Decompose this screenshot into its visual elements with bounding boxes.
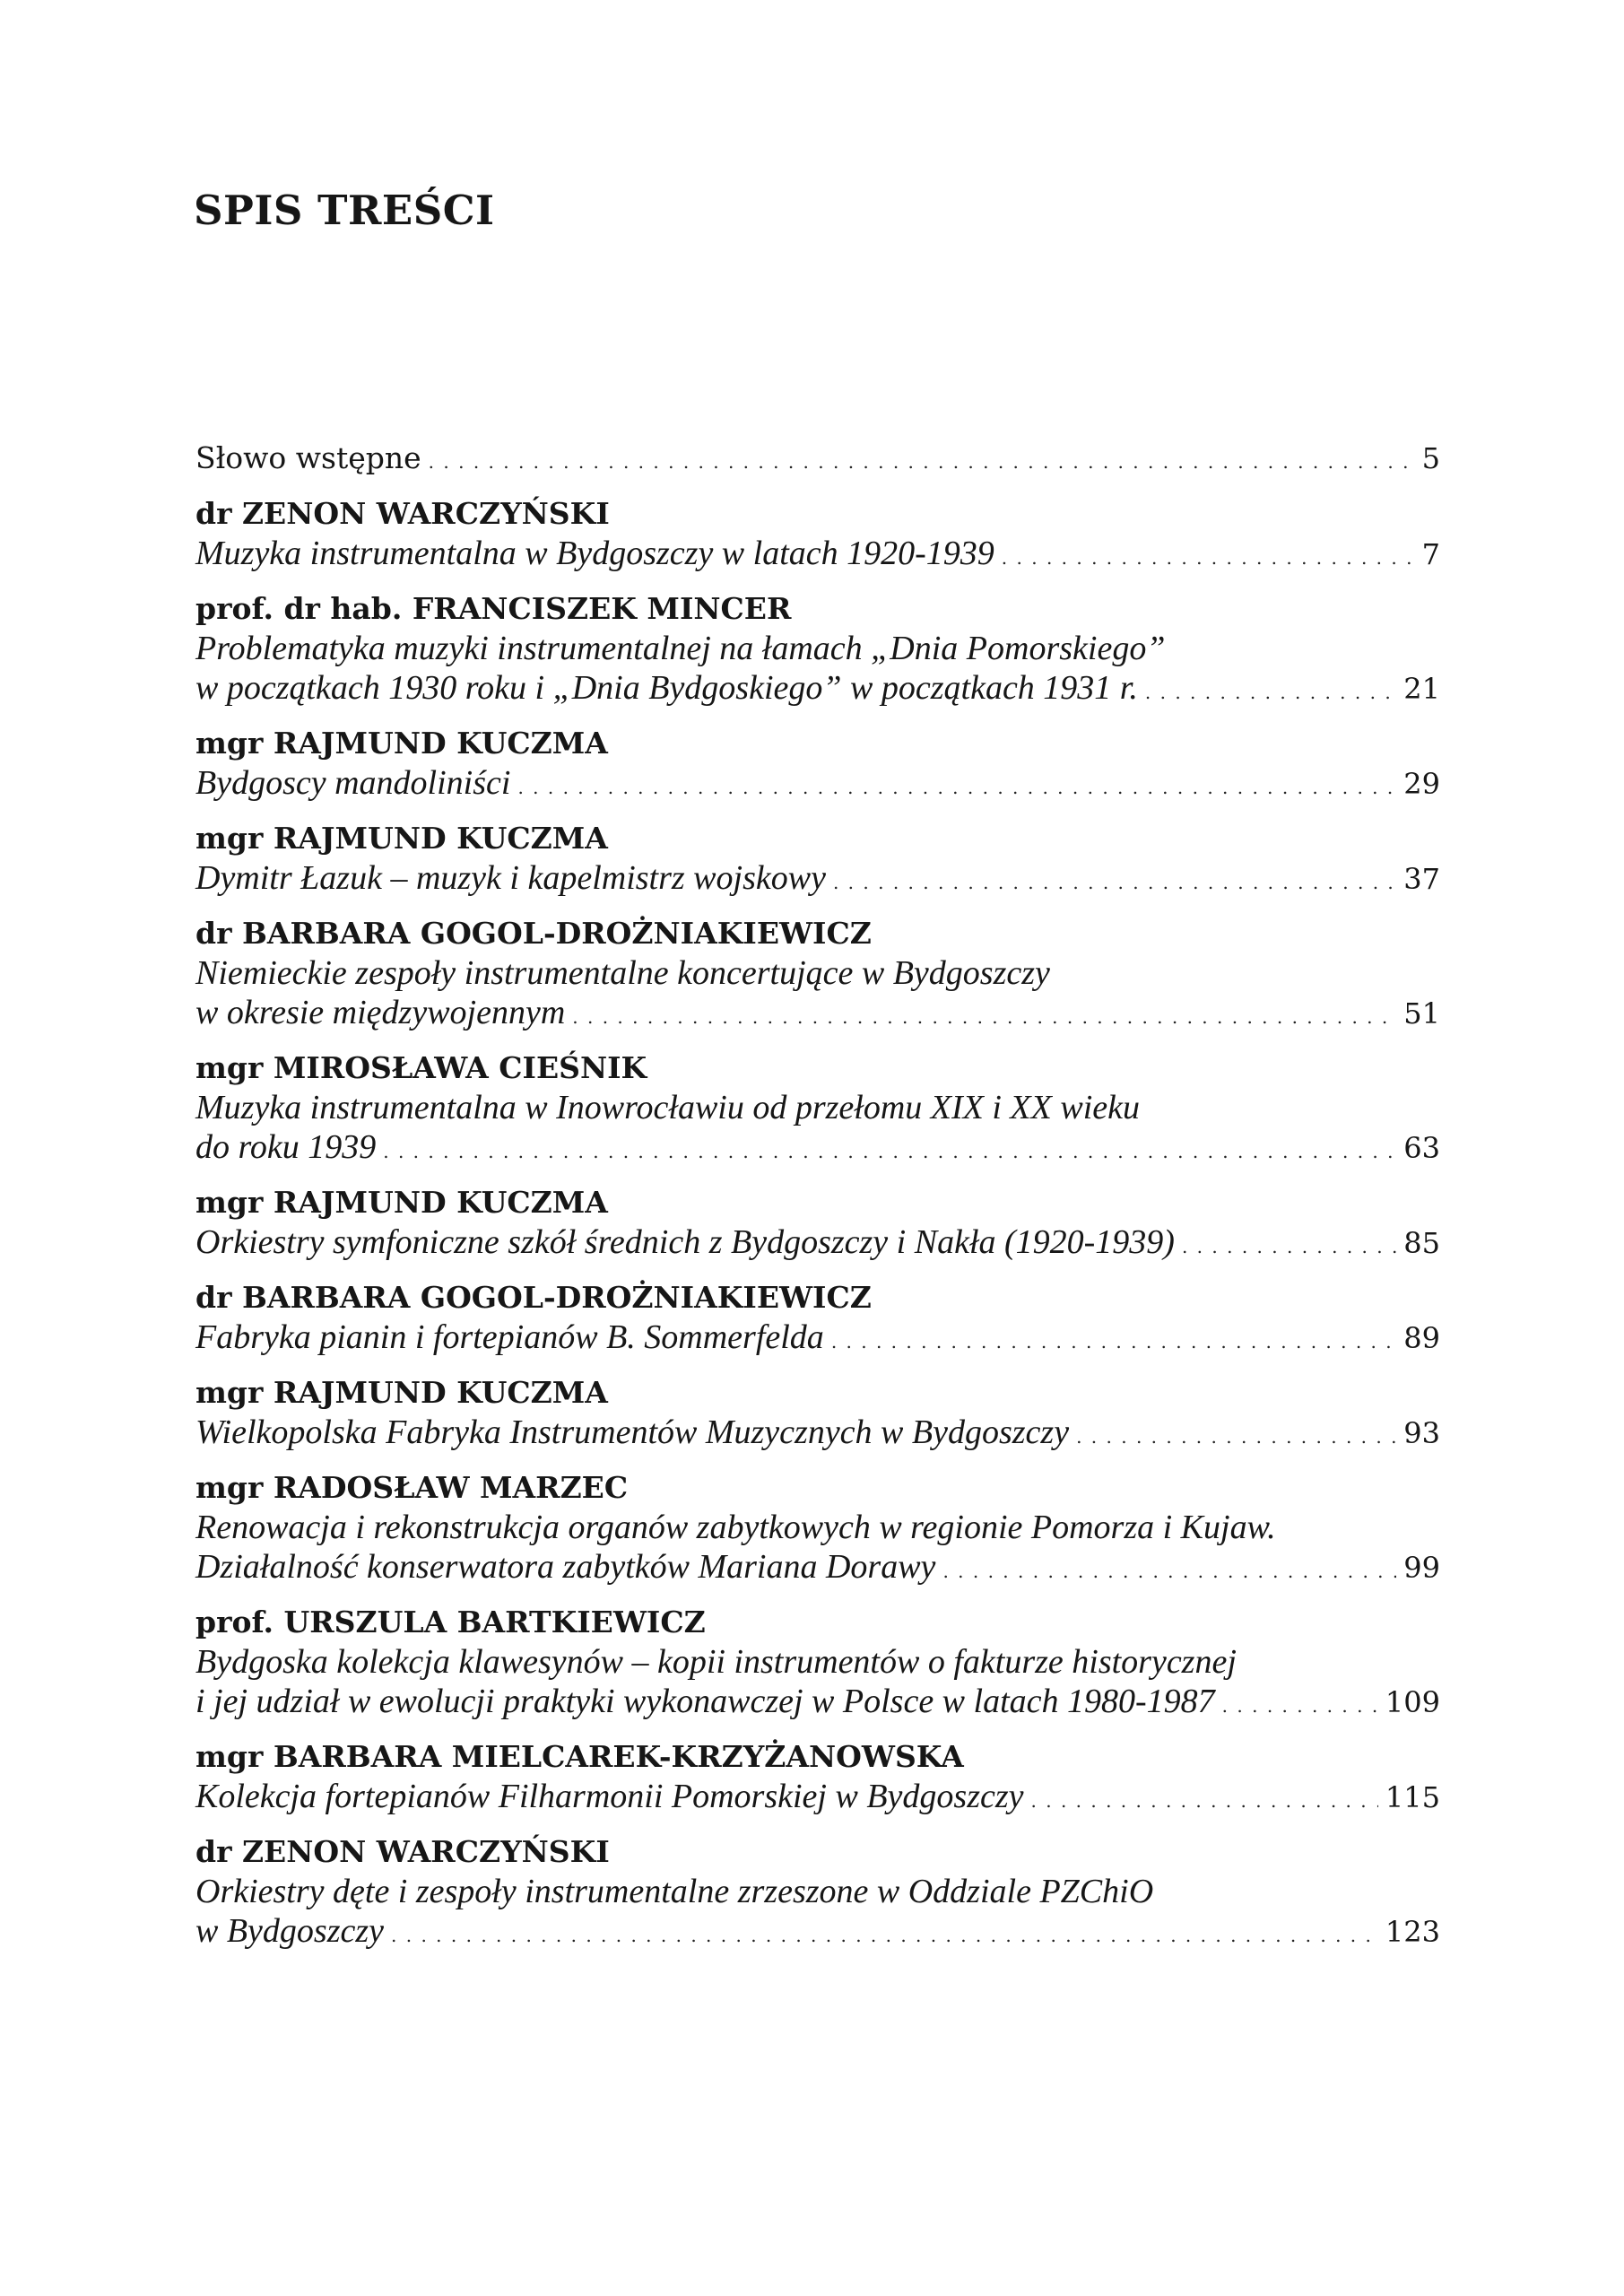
entry-title-line: Bydgoscy mandoliniści	[195, 764, 511, 802]
entry-title-row	[195, 1547, 1440, 1591]
dot-leader	[429, 441, 1415, 483]
entry-title-row	[195, 858, 1440, 902]
toc-entry-intro[interactable]	[195, 438, 1440, 483]
toc-entry[interactable]	[195, 1468, 1440, 1591]
page-number: 29	[1403, 767, 1440, 801]
entry-author: prof. dr hab. FRANCISZEK MINCER	[195, 591, 792, 626]
entry-title-line: Fabryka pianin i fortepianów B. Sommerfelda	[195, 1318, 824, 1356]
entry-author: dr ZENON WARCZYŃSKI	[195, 496, 610, 531]
toc-entry[interactable]	[195, 589, 1440, 712]
toc-entry[interactable]	[195, 1603, 1440, 1726]
entry-title-line: Problematyka muzyki instrumentalnej na łamach „Dnia Pomorskiego”	[195, 630, 1166, 667]
page-number: 89	[1403, 1321, 1440, 1355]
page-number: 51	[1403, 996, 1440, 1031]
entry-title: Słowo wstępne	[195, 440, 421, 475]
entry-title-line: Muzyka instrumentalna w Inowrocławiu od przełomu XIX i XX wieku	[195, 1089, 1140, 1126]
entry-author: dr BARBARA GOGOL-DROŻNIAKIEWICZ	[195, 1280, 872, 1315]
entry-title-line: Orkiestry dęte i zespoły instrumentalne zrzeszone w Oddziale PZChiO	[195, 1873, 1154, 1910]
entry-author: prof. URSZULA BARTKIEWICZ	[195, 1605, 706, 1639]
dot-leader	[1222, 1686, 1378, 1726]
page-number: 109	[1385, 1685, 1440, 1719]
toc-entry[interactable]	[195, 1832, 1440, 1955]
entry-author: mgr RAJMUND KUCZMA	[195, 821, 608, 856]
entry-title-line: Wielkopolska Fabryka Instrumentów Muzycznych w Bydgoszczy	[195, 1413, 1070, 1451]
page-number: 93	[1403, 1416, 1440, 1450]
toc-entry[interactable]	[195, 494, 1440, 578]
page-number: 85	[1403, 1226, 1440, 1260]
dot-leader	[1031, 1781, 1378, 1821]
table-of-contents	[195, 438, 1440, 1955]
entry-title-line: Niemieckie zespoły instrumentalne koncertujące w Bydgoszczy	[195, 954, 1050, 992]
entry-title-line: Orkiestry symfoniczne szkół średnich z Bydgoszczy i Nakła (1920-1939)	[195, 1223, 1175, 1261]
entry-author: mgr MIROSŁAWA CIEŚNIK	[195, 1050, 647, 1085]
entry-title-row	[195, 993, 1440, 1037]
page-number: 7	[1421, 537, 1440, 571]
entry-title-line: w okresie międzywojennym	[195, 994, 566, 1031]
entry-author: dr BARBARA GOGOL-DROŻNIAKIEWICZ	[195, 916, 872, 951]
page-number: 99	[1403, 1551, 1440, 1585]
entry-title-row	[195, 1682, 1440, 1726]
entry-title-line: Kolekcja fortepianów Filharmonii Pomorskiej w Bydgoszczy	[195, 1778, 1024, 1815]
entry-title-line: Dymitr Łazuk – muzyk i kapelmistrz wojskowy	[195, 859, 826, 897]
toc-entry[interactable]	[195, 1373, 1440, 1457]
page-title: SPIS TREŚCI	[194, 187, 495, 234]
entry-title-line: w początkach 1930 roku i „Dnia Bydgoskiego” w początkach 1931 r.	[195, 669, 1138, 707]
entry-title-row	[195, 1222, 1440, 1266]
dot-leader	[1182, 1227, 1396, 1266]
dot-leader	[517, 768, 1396, 807]
entry-title-row	[195, 1413, 1440, 1457]
entry-author: mgr RAJMUND KUCZMA	[195, 1185, 608, 1220]
entry-title-line: Działalność konserwatora zabytków Mariana Dorawy	[195, 1548, 936, 1586]
toc-entry[interactable]	[195, 1737, 1440, 1821]
entry-title-row	[195, 763, 1440, 807]
toc-entry[interactable]	[195, 1278, 1440, 1361]
entry-title-row	[195, 1777, 1440, 1821]
entry-title-line: do roku 1939	[195, 1128, 377, 1166]
dot-leader	[1002, 538, 1415, 578]
page-number: 115	[1385, 1780, 1440, 1814]
page-number: 21	[1403, 672, 1440, 706]
entry-author: mgr RADOSŁAW MARZEC	[195, 1470, 629, 1505]
page-number: 5	[1421, 441, 1440, 475]
page-number: 63	[1403, 1131, 1440, 1165]
toc-entry[interactable]	[195, 724, 1440, 807]
entry-title-row	[195, 668, 1440, 712]
entry-author: mgr BARBARA MIELCAREK-KRZYŻANOWSKA	[195, 1739, 964, 1774]
toc-entry[interactable]	[195, 1048, 1440, 1171]
dot-leader	[831, 1322, 1396, 1361]
entry-title-line: Muzyka instrumentalna w Bydgoszczy w latach 1920-1939	[195, 535, 994, 572]
entry-title-row	[195, 1127, 1440, 1171]
toc-entry[interactable]	[195, 914, 1440, 1037]
entry-title-line: Bydgoska kolekcja klawesynów – kopii instrumentów o fakturze historycznej	[195, 1643, 1237, 1681]
toc-entry[interactable]	[195, 1183, 1440, 1266]
entry-title-row	[195, 534, 1440, 578]
entry-title-row	[195, 1911, 1440, 1955]
entry-author: mgr RAJMUND KUCZMA	[195, 726, 608, 761]
entry-author: mgr RAJMUND KUCZMA	[195, 1375, 608, 1410]
page-number: 123	[1385, 1915, 1440, 1949]
toc-entry[interactable]	[195, 819, 1440, 902]
dot-leader	[391, 1916, 1378, 1955]
entry-title-line: w Bydgoszczy	[195, 1912, 385, 1950]
dot-leader	[1076, 1417, 1396, 1457]
dot-leader	[572, 997, 1396, 1037]
dot-leader	[383, 1132, 1396, 1171]
dot-leader	[942, 1552, 1396, 1591]
page-number: 37	[1403, 862, 1440, 896]
dot-leader	[833, 863, 1396, 902]
entry-author: dr ZENON WARCZYŃSKI	[195, 1834, 610, 1869]
entry-title-line: i jej udział w ewolucji praktyki wykonawczej w Polsce w latach 1980-1987	[195, 1683, 1215, 1720]
dot-leader	[1145, 673, 1396, 712]
entry-title-row	[195, 1318, 1440, 1361]
entry-title-line: Renowacja i rekonstrukcja organów zabytkowych w regionie Pomorza i Kujaw.	[195, 1509, 1276, 1546]
